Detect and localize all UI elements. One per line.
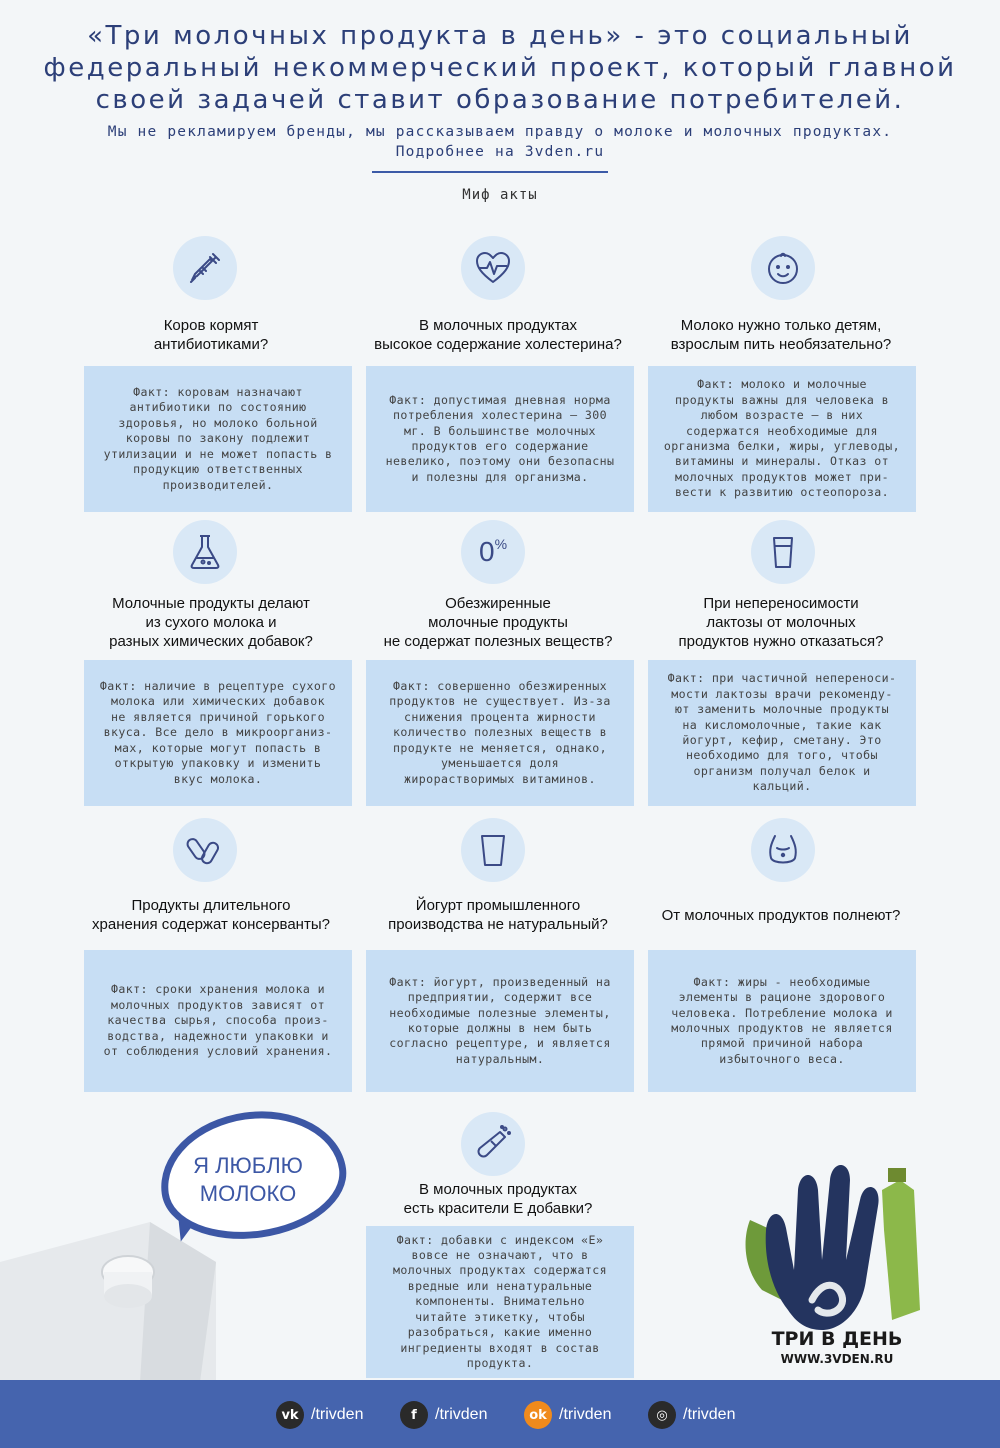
section-title: Миф акты	[462, 187, 538, 203]
test-tube-icon	[461, 1112, 525, 1176]
social-facebook[interactable]	[400, 1400, 487, 1430]
more-link[interactable]: Подробнее на 3vden.ru	[395, 144, 605, 160]
fact-card-7: Факт: сроки хранения молока и молочных продуктов зависят от качества сырья, способа произ- водства, надежности упаковки и от соблюдения условий хранения.	[84, 950, 352, 1092]
headline-line-1: «Три молочных продукта в день» - это социальный	[87, 21, 913, 51]
question-3: Молоко нужно только детям, взрослым пить необязательно?	[670, 317, 892, 353]
pills-icon	[173, 818, 237, 882]
milk-glass-icon	[751, 520, 815, 584]
question-9: От молочных продуктов полнеют?	[661, 907, 901, 924]
question-1: Коров кормят антибиотиками?	[153, 317, 269, 353]
logo-title: ТРИ В ДЕНЬ	[771, 1328, 903, 1350]
social-handle: /trivden	[683, 1406, 736, 1423]
heart-pulse-icon	[461, 236, 525, 300]
social-handle: /trivden	[435, 1406, 488, 1423]
syringe-icon	[173, 236, 237, 300]
divider	[372, 171, 608, 173]
flask-icon	[173, 520, 237, 584]
logo-url[interactable]: WWW.3VDEN.RU	[780, 1352, 894, 1366]
fact-card-6: Факт: при частичной непереноси- мости лактозы врачи рекоменду- ют заменить молочные продукты на кисломолочные, такие как йогурт, кефир, сметану. Это необходимо для того, чтобы организм получал белок и кальций.	[648, 660, 916, 806]
bubble-text: Я ЛЮБЛЮ МОЛОКО	[193, 1153, 303, 1206]
question-2: В молочных продуктах высокое содержание холестерина?	[374, 317, 622, 353]
question-7: Продукты длительного хранения содержат консерванты?	[92, 897, 330, 933]
question-5: Обезжиренные молочные продукты не содержат полезных веществ?	[383, 595, 613, 650]
baby-face-icon	[751, 236, 815, 300]
belly-icon	[751, 818, 815, 882]
headline-line-3: своей задачей ставит образование потребителей.	[95, 85, 905, 115]
question-10: В молочных продуктах есть красители Е добавки?	[403, 1181, 593, 1217]
odnoklassniki-icon: ok	[524, 1401, 552, 1429]
milk-carton-illustration	[0, 1222, 216, 1382]
fact-card-9: Факт: жиры - необходимые элементы в рационе здорового человека. Потребление молока и молочных продуктов не является прямой причиной набора избыточного веса.	[648, 950, 916, 1092]
zero-percent-icon: 0%	[461, 520, 525, 584]
headline-line-2: федеральный некоммерческий проект, который главной	[43, 53, 957, 83]
fact-card-5: Факт: совершенно обезжиренных продуктов не существует. Из-за снижения процента жирности количество полезных веществ в продукте не меняется, однако, уменьшается доля жирорастворимых витаминов.	[366, 660, 634, 806]
question-4: Молочные продукты делают из сухого молока и разных химических добавок?	[109, 595, 313, 650]
social-handle: /trivden	[311, 1406, 364, 1423]
fact-card-10: Факт: добавки с индексом «Е» вовсе не означают, что в молочных продуктах содержатся вредные или ненатуральные компоненты. Внимательно читайте этикетку, чтобы разобраться, какие именно ингредиенты входят в состав продукта.	[366, 1226, 634, 1378]
fact-card-4: Факт: наличие в рецептуре сухого молока или химических добавок не является причиной горького вкуса. Все дело в микроорганиз- мах, которые могут попасть в открытую упаковку и изменить вкус молока.	[84, 660, 352, 806]
social-handle: /trivden	[559, 1406, 612, 1423]
social-instagram[interactable]	[648, 1400, 735, 1430]
vk-icon: vk	[276, 1401, 304, 1429]
instagram-icon: ◎	[648, 1401, 676, 1429]
question-6: При непереносимости лактозы от молочных продуктов нужно отказаться?	[678, 595, 884, 650]
fact-card-8: Факт: йогурт, произведенный на предприятии, содержит все необходимые полезные элементы, которые должны в нем быть согласно рецептуре, и является натуральным.	[366, 950, 634, 1092]
facebook-icon: f	[400, 1401, 428, 1429]
headline	[0, 20, 1000, 116]
footer-bar	[0, 1380, 1000, 1448]
tagline: Мы не рекламируем бренды, мы рассказываем правду о молоке и молочных продуктах.	[107, 124, 893, 140]
fact-card-1: Факт: коровам назначают антибиотики по состоянию здоровья, но молоко больной коровы по закону подлежит утилизации и не может попасть в продукцию ответственных производителей.	[84, 366, 352, 512]
question-8: Йогурт промышленного производства не натуральный?	[388, 897, 608, 933]
fact-card-3: Факт: молоко и молочные продукты важны для человека в любом возрасте – в них содержатся необходимые для организма белки, жиры, углеводы, витамины и минералы. Отказ от молочных продуктов может при- вести к развитию остеопороза.	[648, 366, 916, 512]
social-vk[interactable]	[276, 1400, 363, 1430]
cup-icon	[461, 818, 525, 882]
social-odnoklassniki[interactable]	[524, 1400, 611, 1430]
fact-card-2: Факт: допустимая дневная норма потребления холестерина – 300 мг. В большинстве молочных продуктов его содержание невелико, поэтому они безопасны и полезны для организма.	[366, 366, 634, 512]
